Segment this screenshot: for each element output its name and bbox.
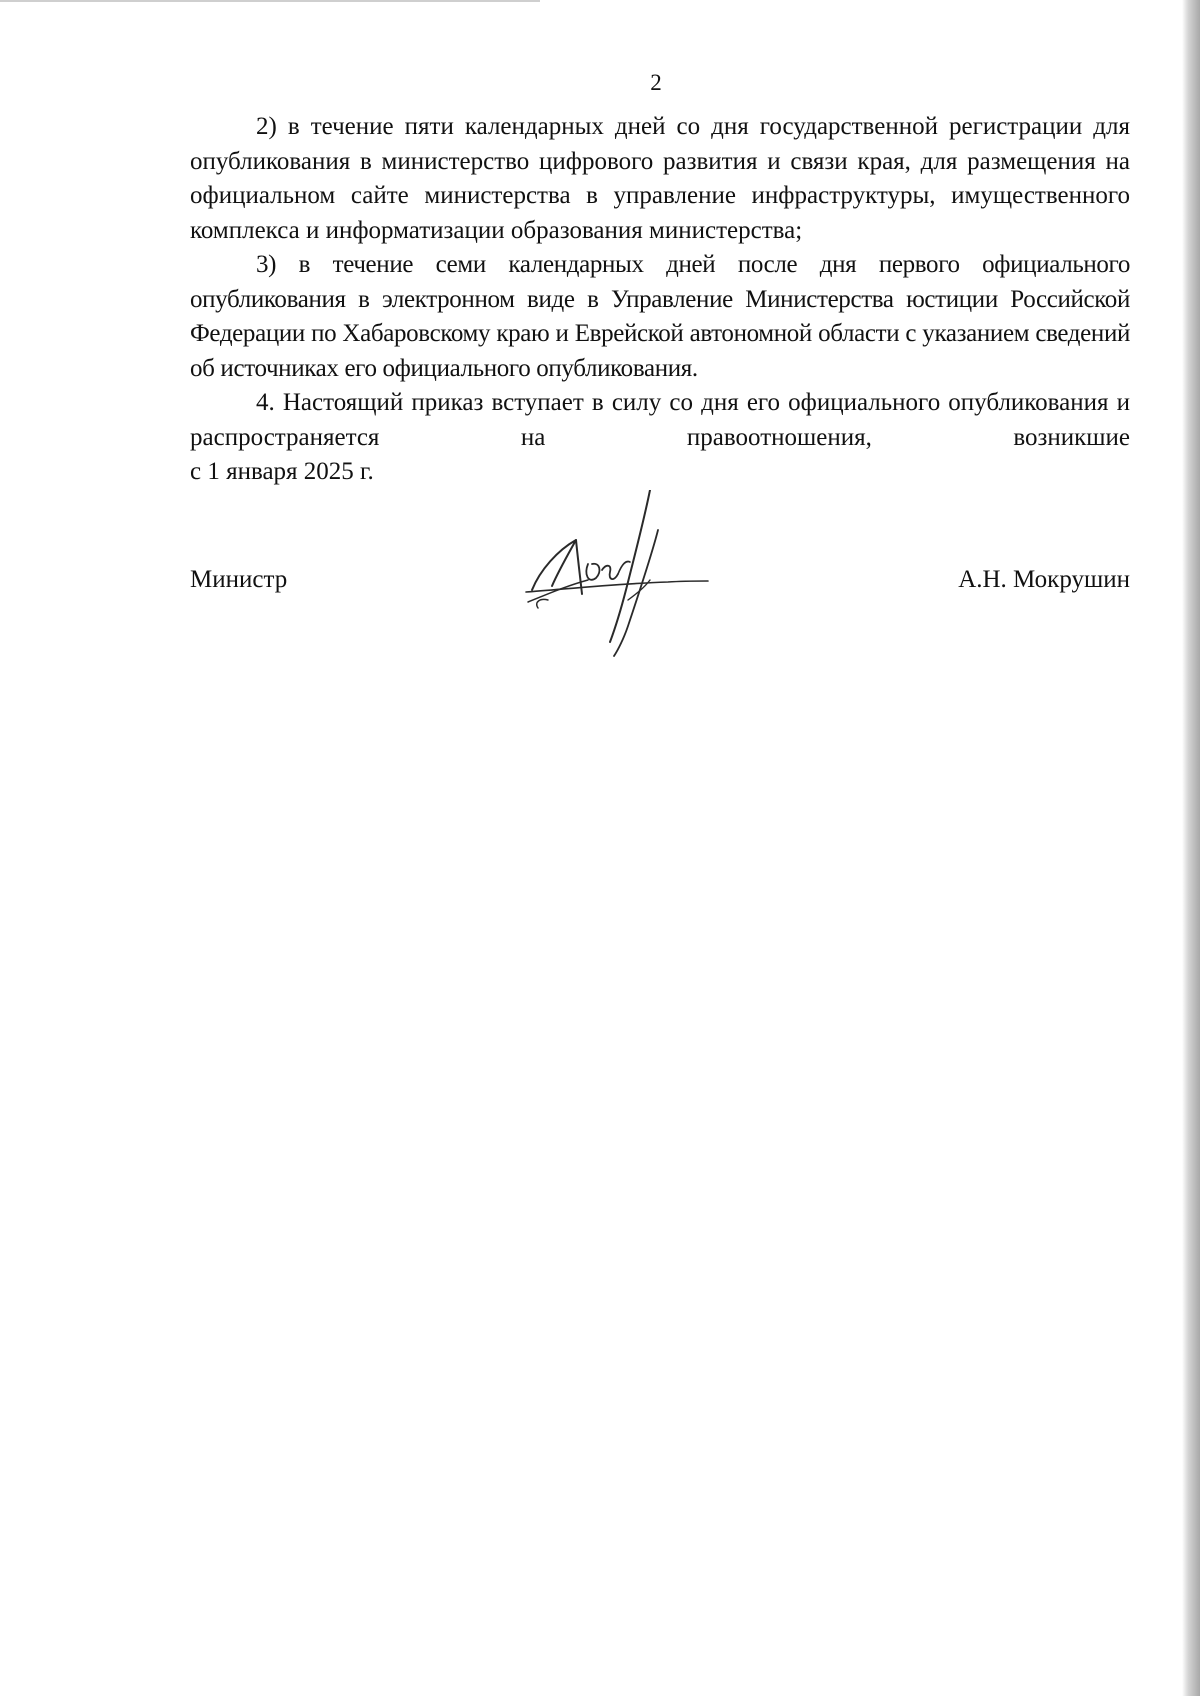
position-title: Министр	[190, 566, 288, 593]
paragraph-clause-4: 4. Настоящий приказ вступает в силу со дня его официального опубликования и распространяется на правоотношения, возникшие	[190, 389, 1130, 451]
scan-top-edge	[0, 0, 540, 2]
scan-right-edge	[1182, 0, 1200, 1696]
paragraph-effective-date: с 1 января 2025 г.	[190, 458, 374, 485]
document-body	[190, 110, 1130, 490]
paragraph-item-3: 3) в течение семи календарных дней после дня первого официального опубликования в электронном виде в Управление Министерства юстиции Российской Федерации по Хабаровскому краю и Еврейской автономной области с указанием сведений об источниках его официального опубликования.	[190, 251, 1130, 382]
handwritten-signature	[518, 490, 718, 660]
page-number: 2	[650, 70, 662, 95]
paragraph-item-2: 2) в течение пяти календарных дней со дня государственной регистрации для опубликования в министерство цифрового развития и связи края, для размещения на официальном сайте министерства в управление инфраструктуры, имущественного комплекса и информатизации образования министерства;	[190, 113, 1130, 244]
signer-name: А.Н. Мокрушин	[958, 566, 1130, 593]
